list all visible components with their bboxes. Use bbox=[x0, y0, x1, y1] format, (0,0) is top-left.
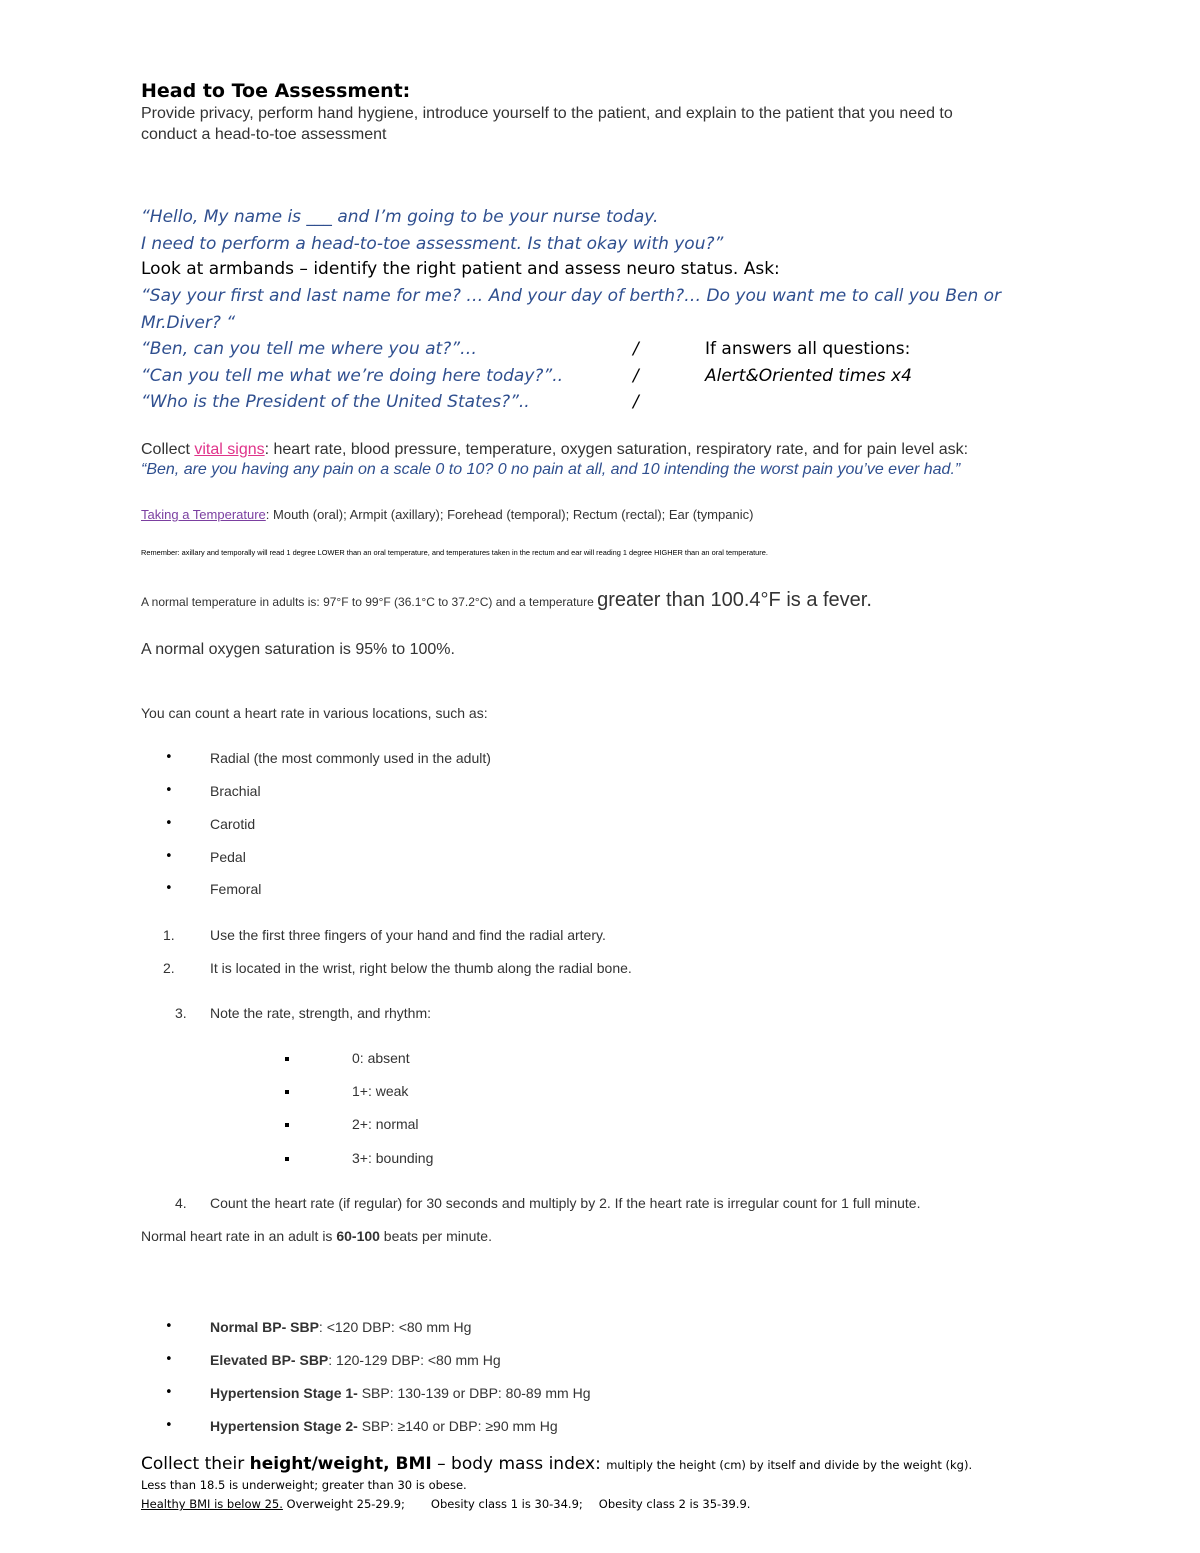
normal-hr-suffix: beats per minute. bbox=[379, 1228, 492, 1244]
bmi-healthy: Healthy BMI is below 25. bbox=[141, 1497, 283, 1511]
if-answers-label: If answers all questions: bbox=[705, 339, 911, 359]
bp-item bbox=[210, 1385, 591, 1401]
step-number: 1. bbox=[163, 927, 175, 943]
vital-signs-link[interactable]: vital signs bbox=[194, 441, 265, 458]
list-item: Brachial bbox=[210, 783, 261, 799]
collect-vitals-line bbox=[141, 441, 968, 459]
list-item: 3+: bounding bbox=[352, 1150, 434, 1166]
armbands-instruction: Look at armbands – identify the right patient and assess neuro status. Ask: bbox=[141, 259, 780, 279]
taking-temperature-link[interactable]: Taking a Temperature bbox=[141, 507, 266, 522]
bp-item bbox=[210, 1352, 501, 1368]
normal-temperature-small: A normal temperature in adults is: 97°F to 99°F (36.1°C to 37.2°C) and a temperature bbox=[141, 595, 598, 609]
normal-temperature-line bbox=[141, 589, 872, 612]
pain-quote: “Ben, are you having any pain on a scale 0 to 10? 0 no pain at all, and 10 intending the worst pain you’ve ever had.” bbox=[141, 461, 961, 478]
bmi-ranges-line bbox=[141, 1497, 750, 1511]
bullet-icon: • bbox=[165, 881, 173, 896]
list-item: 2+: normal bbox=[352, 1116, 419, 1132]
list-item: 0: absent bbox=[352, 1050, 410, 1066]
normal-heart-rate-line bbox=[141, 1228, 492, 1244]
list-item: Pedal bbox=[210, 849, 246, 865]
temperature-sites-line bbox=[141, 507, 753, 522]
step-text: It is located in the wrist, right below the thumb along the radial bone. bbox=[210, 960, 632, 976]
intro-line-2: conduct a head-to-toe assessment bbox=[141, 126, 387, 143]
bmi-obesity-2: Obesity class 2 is 35-39.9. bbox=[598, 1497, 751, 1511]
question-where: “Ben, can you tell me where you at?”… bbox=[141, 339, 478, 359]
bp-label: Normal BP- SBP bbox=[210, 1319, 319, 1335]
slash-2: / bbox=[633, 366, 639, 386]
step-text: Note the rate, strength, and rhythm: bbox=[210, 1005, 432, 1021]
bp-label: Hypertension Stage 2- bbox=[210, 1418, 358, 1434]
step-number: 4. bbox=[175, 1195, 187, 1211]
bp-values: SBP: ≥140 or DBP: ≥90 mm Hg bbox=[357, 1418, 558, 1434]
list-item: Radial (the most commonly used in the adult) bbox=[210, 750, 491, 766]
list-item: 1+: weak bbox=[352, 1083, 409, 1099]
list-item: Carotid bbox=[210, 816, 256, 832]
square-bullet-icon bbox=[285, 1057, 289, 1061]
temperature-remember-note: Remember: axillary and temporally will read 1 degree LOWER than an oral temperature, and temperatures taken in the rectum and ear will reading 1 degree HIGHER than an oral temperature. bbox=[141, 548, 768, 557]
bullet-icon: • bbox=[165, 1319, 173, 1334]
bullet-icon: • bbox=[165, 816, 173, 831]
ask-line-1: “Say your first and last name for me? … And your day of berth?… Do you want me to call you Ben or bbox=[141, 286, 1002, 306]
greeting-line-1: “Hello, My name is ___ and I’m going to be your nurse today. bbox=[141, 207, 659, 227]
bp-label: Elevated BP- SBP bbox=[210, 1352, 329, 1368]
bullet-icon: • bbox=[165, 849, 173, 864]
bp-item bbox=[210, 1418, 558, 1434]
bmi-line bbox=[141, 1454, 972, 1474]
bp-item bbox=[210, 1319, 471, 1335]
step-text: Use the first three fingers of your hand and find the radial artery. bbox=[210, 927, 606, 943]
square-bullet-icon bbox=[285, 1157, 289, 1161]
slash-1: / bbox=[633, 339, 639, 359]
step-number: 2. bbox=[163, 960, 175, 976]
bullet-icon: • bbox=[165, 1418, 173, 1433]
bmi-obesity-1: Obesity class 1 is 30-34.9; bbox=[430, 1497, 583, 1511]
bmi-formula: multiply the height (cm) by itself and divide by the weight (kg). bbox=[606, 1458, 973, 1472]
greeting-line-2: I need to perform a head-to-toe assessment. Is that okay with you?” bbox=[141, 234, 724, 254]
normal-hr-prefix: Normal heart rate in an adult is bbox=[141, 1228, 337, 1244]
bmi-dash: – body mass index: bbox=[431, 1454, 607, 1474]
bmi-overweight: Overweight 25-29.9; bbox=[282, 1497, 405, 1511]
bullet-icon: • bbox=[165, 783, 173, 798]
heart-rate-intro: You can count a heart rate in various locations, such as: bbox=[141, 705, 488, 721]
square-bullet-icon bbox=[285, 1090, 289, 1094]
bmi-collect: Collect their bbox=[141, 1454, 250, 1474]
step-number: 3. bbox=[175, 1005, 187, 1021]
collect-rest: : heart rate, blood pressure, temperature, oxygen saturation, respiratory rate, and for pain level ask: bbox=[264, 441, 969, 458]
slash-3: / bbox=[633, 392, 639, 412]
temperature-sites: : Mouth (oral); Armpit (axillary); Forehead (temporal); Rectum (rectal); Ear (tympanic) bbox=[265, 507, 754, 522]
bmi-height-weight: height/weight, BMI bbox=[249, 1454, 432, 1474]
oxygen-saturation-line: A normal oxygen saturation is 95% to 100%. bbox=[141, 641, 455, 658]
step-text: Count the heart rate (if regular) for 30 seconds and multiply by 2. If the heart rate is irregular count for 1 full minute. bbox=[210, 1195, 921, 1211]
question-president: “Who is the President of the United States?”.. bbox=[141, 392, 530, 412]
ask-line-2: Mr.Diver? “ bbox=[141, 313, 236, 333]
fever-threshold: greater than 100.4°F is a fever. bbox=[597, 589, 872, 611]
oriented-label: Alert&Oriented times x4 bbox=[705, 366, 912, 386]
square-bullet-icon bbox=[285, 1123, 289, 1127]
bullet-icon: • bbox=[165, 750, 173, 765]
bullet-icon: • bbox=[165, 1385, 173, 1400]
intro-line-1: Provide privacy, perform hand hygiene, introduce yourself to the patient, and explain to the patient that you need to bbox=[141, 105, 953, 122]
bp-values: SBP: 130-139 or DBP: 80-89 mm Hg bbox=[357, 1385, 591, 1401]
page-title: Head to Toe Assessment: bbox=[141, 80, 411, 102]
bullet-icon: • bbox=[165, 1352, 173, 1367]
bp-values: : 120-129 DBP: <80 mm Hg bbox=[328, 1352, 501, 1368]
question-what: “Can you tell me what we’re doing here today?”.. bbox=[141, 366, 564, 386]
bp-label: Hypertension Stage 1- bbox=[210, 1385, 358, 1401]
collect-prefix: Collect bbox=[141, 441, 195, 458]
bmi-under-obese: Less than 18.5 is underweight; greater than 30 is obese. bbox=[141, 1478, 467, 1492]
bp-values: : <120 DBP: <80 mm Hg bbox=[318, 1319, 472, 1335]
list-item: Femoral bbox=[210, 881, 262, 897]
normal-hr-value: 60-100 bbox=[336, 1228, 380, 1244]
